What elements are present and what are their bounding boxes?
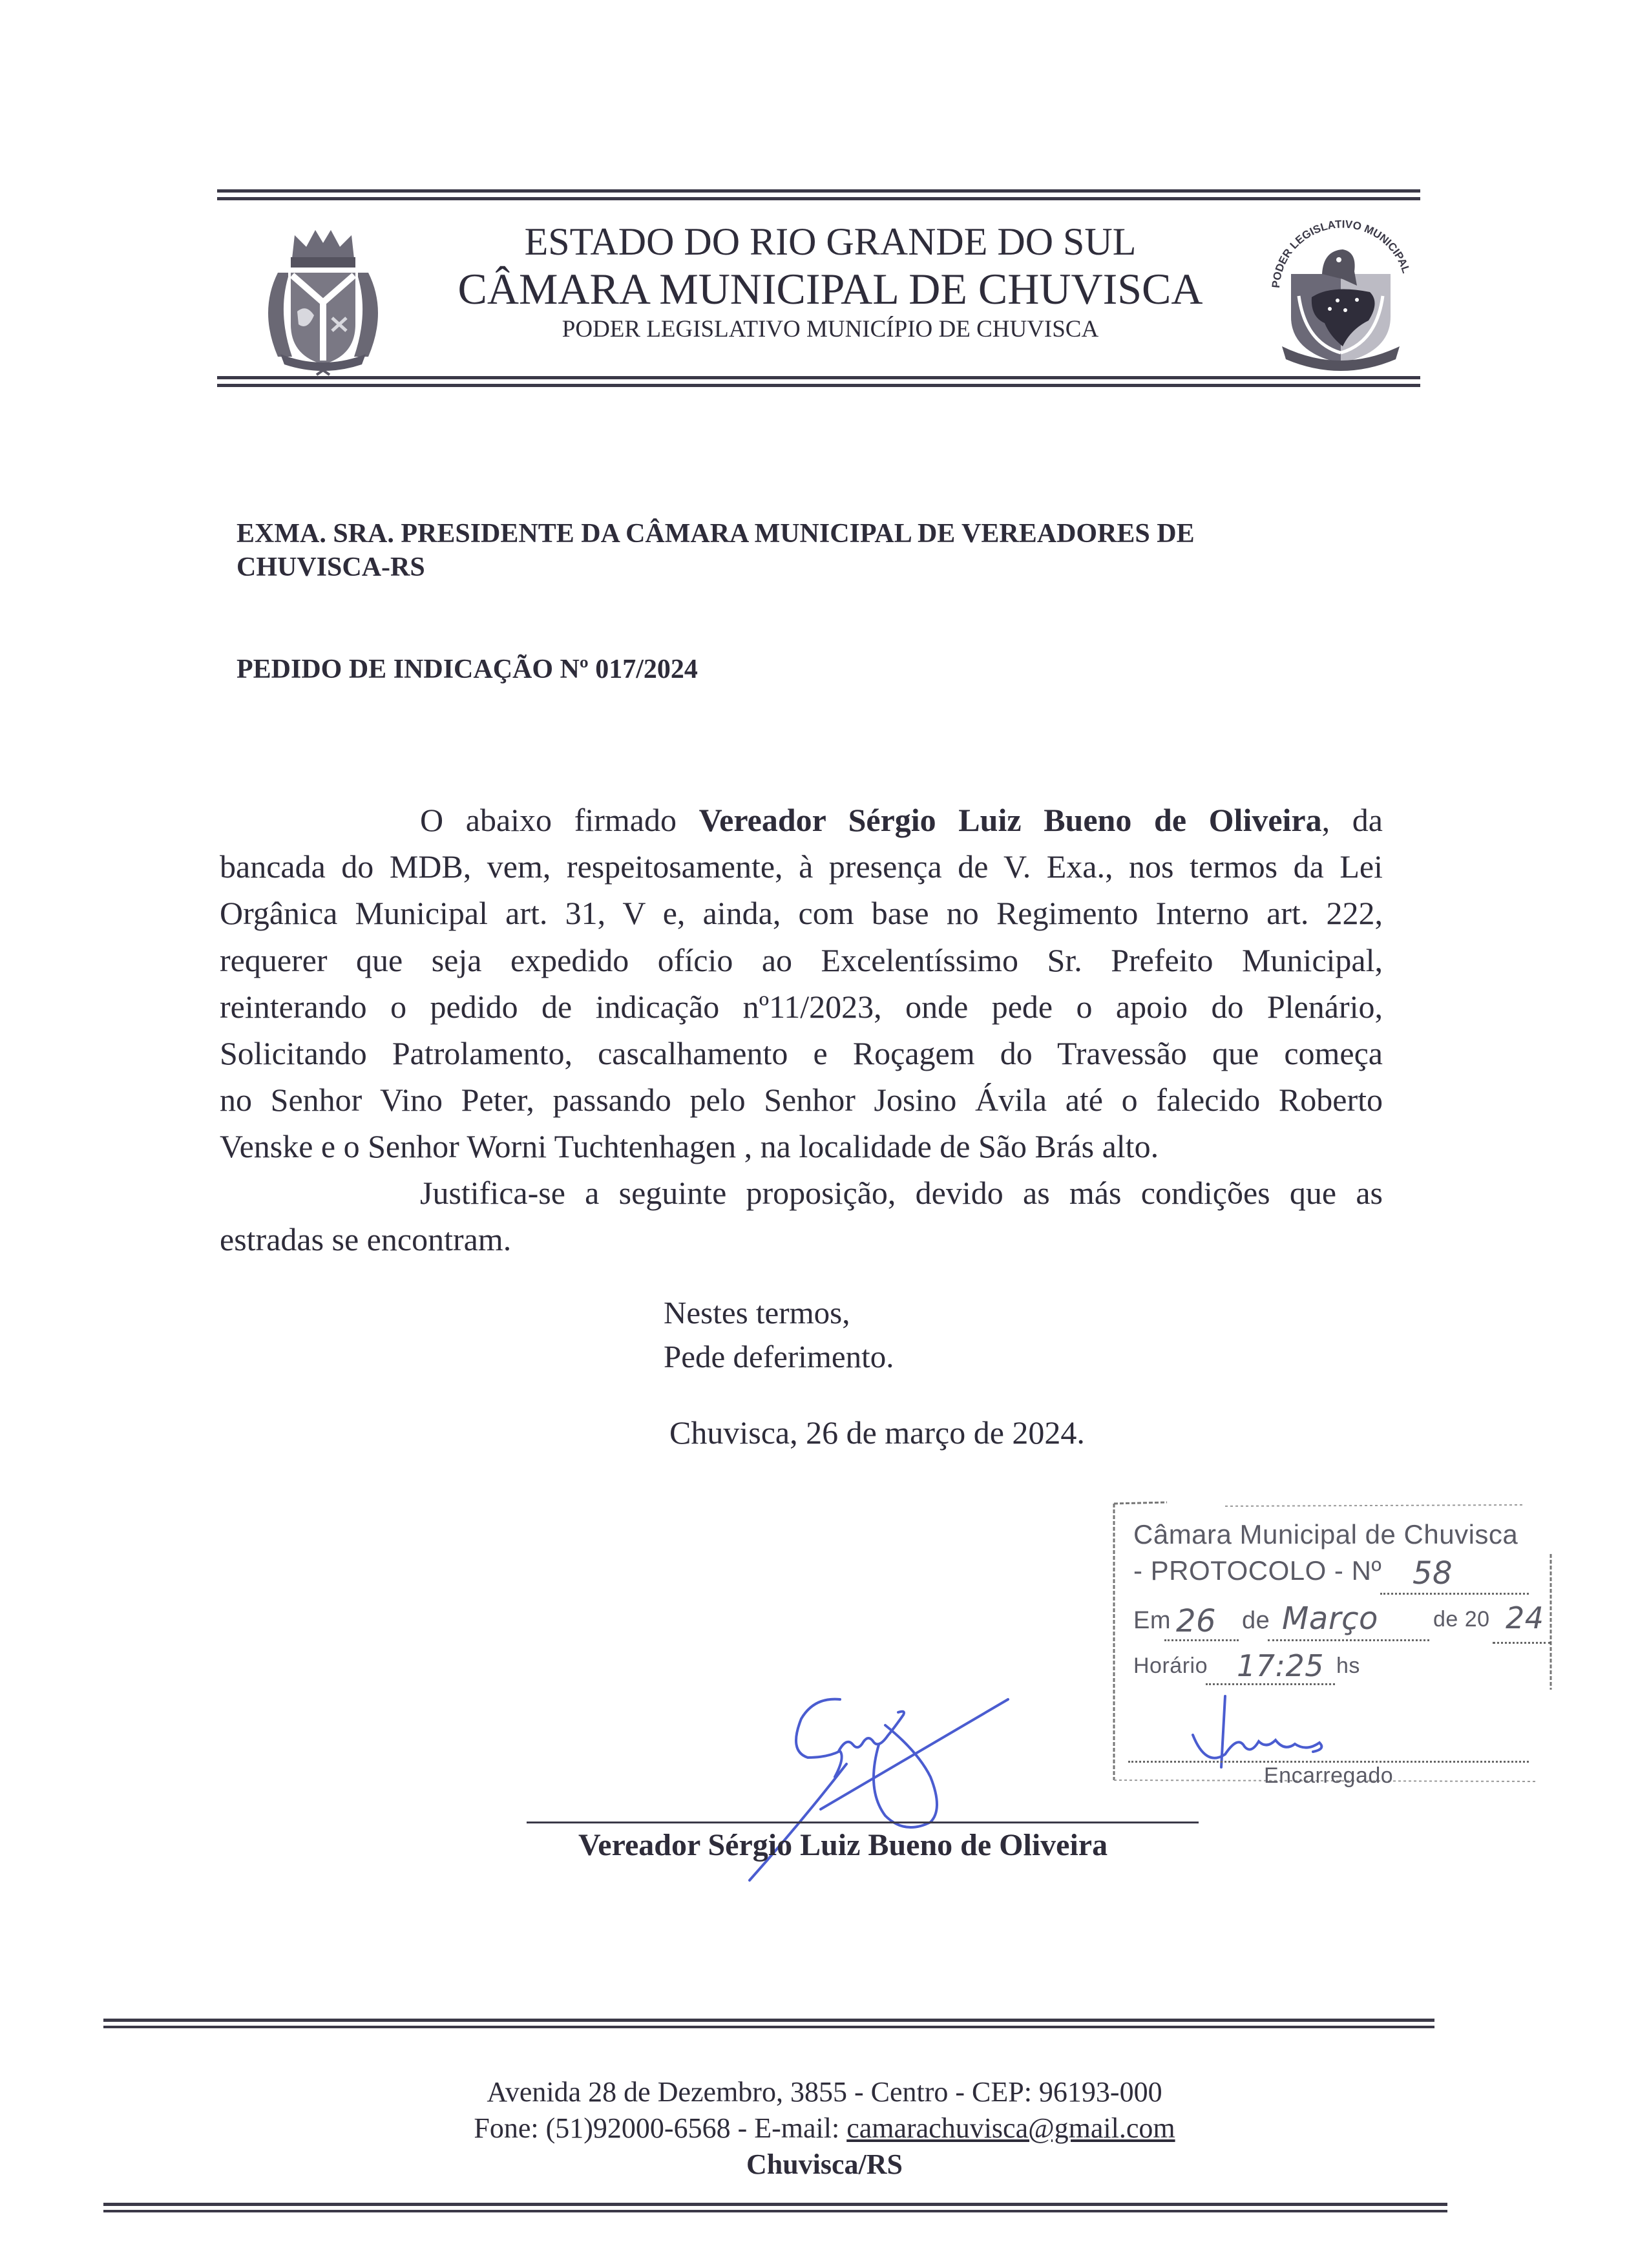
body-line: Venske e o Senhor Worni Tuchtenhagen , na localidade de São Brás alto. [220,1128,1159,1165]
addressee-line-1: EXMA. SRA. PRESIDENTE DA CÂMARA MUNICIPAL DE VEREADORES DE [236,519,1195,549]
signatory-name: Vereador Sérgio Luiz Bueno de Oliveira [578,1828,1108,1862]
header-bottom-rule-2 [217,384,1420,387]
body-paragraph-1 [220,797,1383,1170]
closing-block [664,1291,894,1379]
justification-line: Justifica-se a seguinte proposição, devido as más condições que as [420,1175,1383,1211]
body-line: bancada do MDB, vem, respeitosamente, à presença de V. Exa., nos termos da Lei [220,848,1383,885]
stamp-protocol-label: - PROTOCOLO - Nº [1133,1555,1382,1586]
footer-top-rule-2 [103,2026,1434,2028]
body-line: no Senhor Vino Peter, passando pelo Senhor Josino Ávila até o falecido Roberto [220,1082,1383,1118]
header-top-rule-2 [217,197,1420,200]
stamp-protocol-underline [1380,1593,1529,1595]
body-line: requerer que seja expedido ofício ao Excelentíssimo Sr. Prefeito Municipal, [220,941,1383,978]
stamp-time-underline [1206,1683,1335,1685]
stamp-role: Encarregado [1264,1763,1394,1788]
footer-bottom-rule-2 [103,2210,1447,2212]
protocol-stamp [1109,1496,1555,1793]
document-date: Chuvisca, 26 de março de 2024. [669,1414,1085,1451]
addressee-line-2: CHUVISCA-RS [236,552,425,582]
addressee [236,517,1374,584]
stamp-time-label: Horário [1133,1654,1208,1678]
footer-city: Chuvisca/RS [746,2148,903,2180]
stamp-de-label: de [1242,1607,1270,1634]
stamp-year-underline [1493,1642,1551,1644]
document-reference: PEDIDO DE INDICAÇÃO Nº 017/2024 [236,655,698,684]
stamp-signature-underline [1128,1761,1529,1763]
closing-line-1: Nestes termos, [664,1295,850,1330]
signature-line [527,1822,1199,1823]
stamp-title: Câmara Municipal de Chuvisca [1133,1519,1518,1549]
councilor-name: Vereador Sérgio Luiz Bueno de Oliveira [698,802,1322,838]
body-line: Solicitando Patrolamento, cascalhamento e Roçagem do Travessão que começa [220,1035,1383,1072]
footer-bottom-rule-1 [103,2203,1447,2206]
seal-arc-text: PODER LEGISLATIVO MUNICIPAL [1269,220,1413,289]
municipal-coat-of-arms-icon [252,227,394,376]
body-line-intro: O abaixo firmado Vereador Sérgio Luiz Bueno de Oliveira, da [420,802,1383,838]
body-line: Orgânica Municipal art. 31, V e, ainda, com base no Regimento Interno art. 222, [220,895,1383,932]
stamp-year-suffix: 24 [1506,1601,1544,1635]
stamp-year-prefix: de 20 [1433,1607,1490,1632]
header-bottom-rule-1 [217,376,1420,379]
stamp-month-underline [1268,1639,1429,1641]
body-paragraph-2 [220,1170,1383,1263]
footer-top-rule-1 [103,2019,1434,2022]
body-line: reinterando o pedido de indicação nº11/2023, onde pede o apoio do Plenário, [220,988,1383,1025]
stamp-protocol-number: 58 [1413,1555,1453,1591]
header-subtitle: PODER LEGISLATIVO MUNICÍPIO DE CHUVISCA [562,316,1099,342]
footer-address: Avenida 28 de Dezembro, 3855 - Centro - CEP: 96193-000 [487,2076,1162,2108]
header-state: ESTADO DO RIO GRANDE DO SUL [524,220,1137,263]
justification-line: estradas se encontram. [220,1221,512,1258]
stamp-month: Março [1282,1601,1378,1637]
header-chamber-title: CÂMARA MUNICIPAL DE CHUVISCA [457,264,1203,313]
stamp-em-label: Em [1133,1607,1171,1634]
stamp-day: 26 [1176,1603,1217,1639]
closing-line-2: Pede deferimento. [664,1339,894,1374]
stamp-time-unit: hs [1336,1654,1360,1678]
legislative-seal-icon [1260,220,1422,375]
stamp-time: 17:25 [1237,1648,1325,1683]
footer-phone: Fone: (51)92000-6568 - E-mail: [474,2112,847,2144]
stamp-day-underline [1164,1639,1239,1641]
header-top-rule-1 [217,189,1420,193]
footer-email-link[interactable]: camarachuvisca@gmail.com [846,2112,1175,2144]
footer-contact [0,2110,1649,2147]
